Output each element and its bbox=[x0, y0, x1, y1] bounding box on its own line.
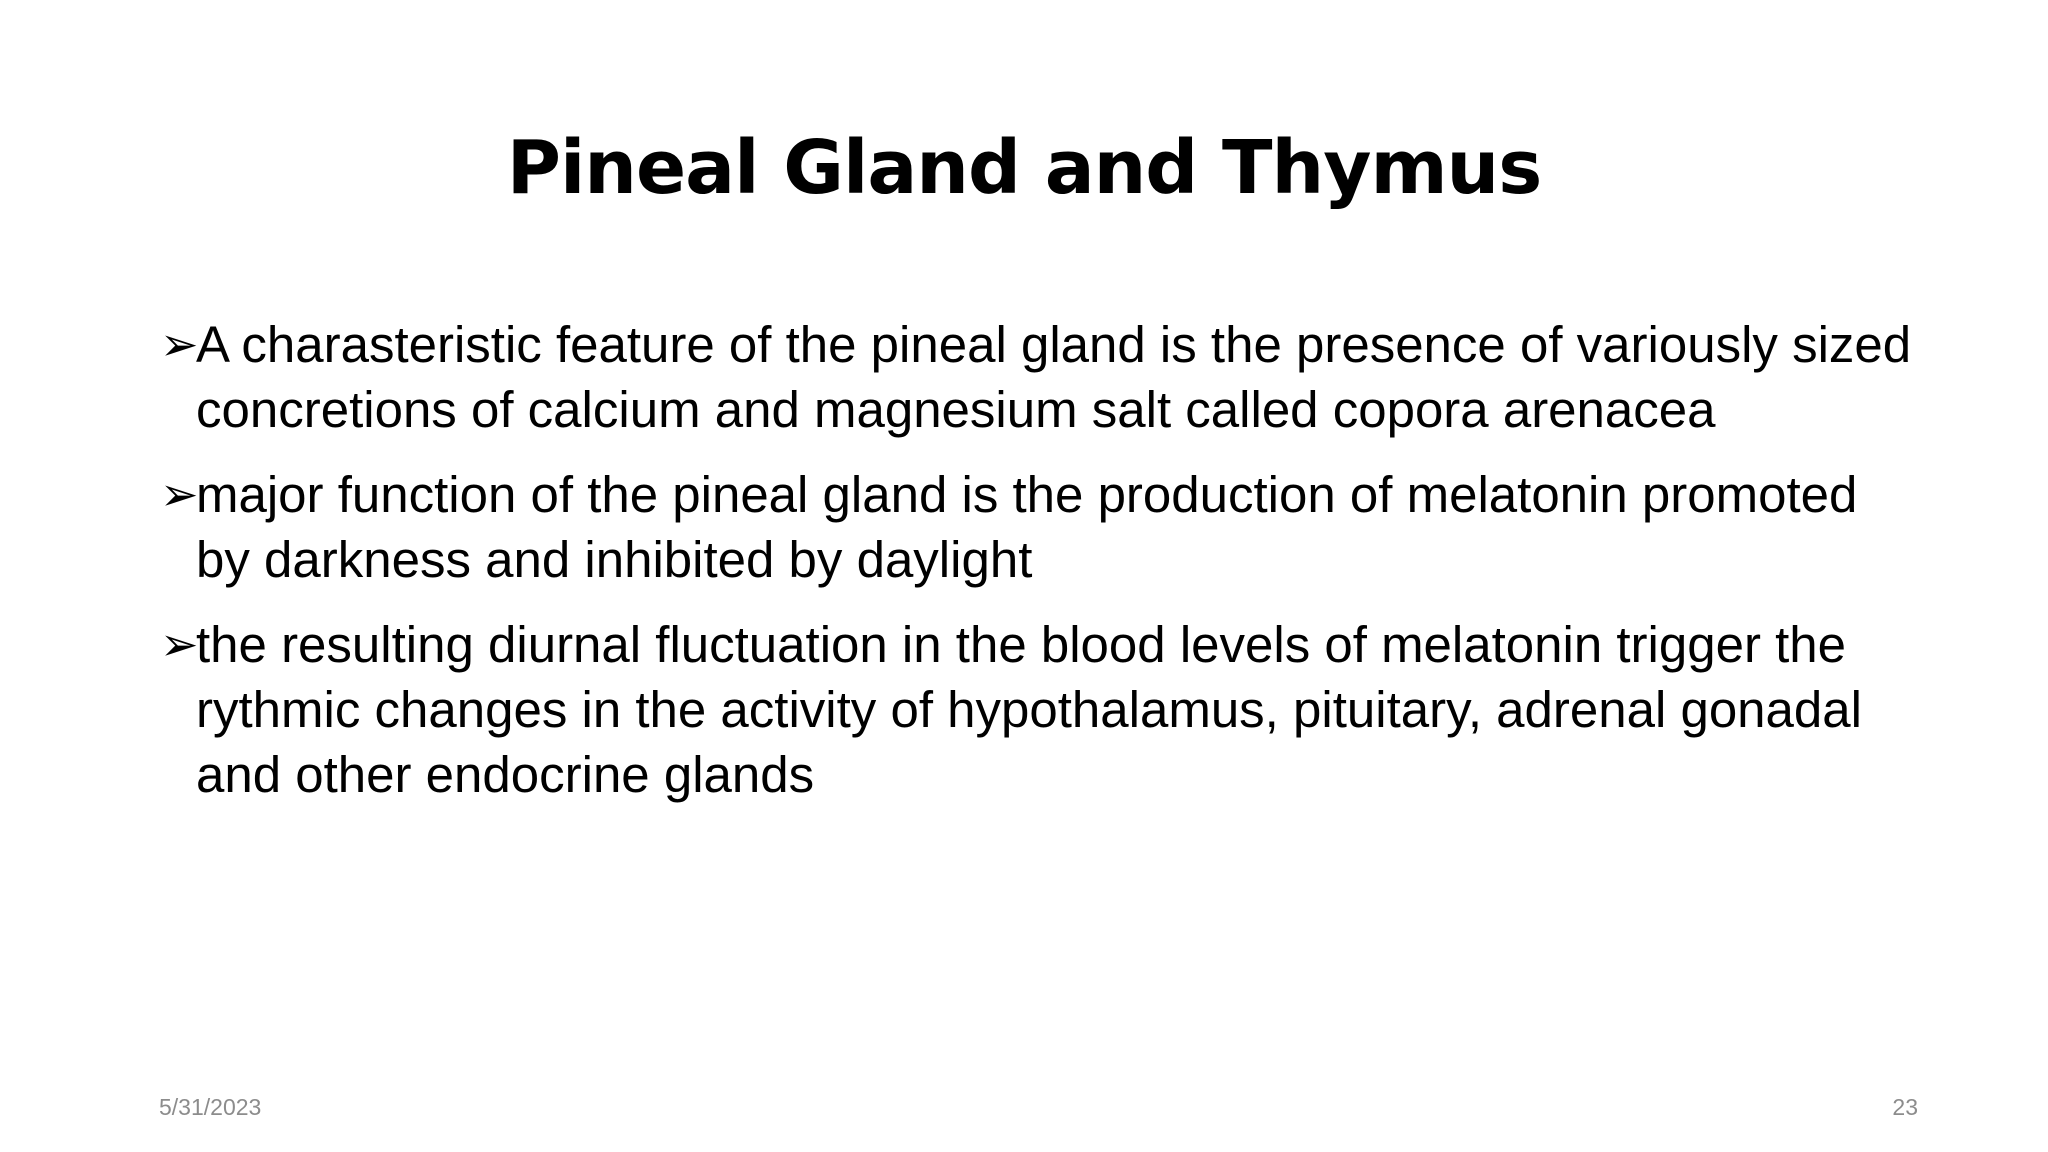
bullet-text: A charasteristic feature of the pineal gland is the presence of variously sized concretions of calcium and magnesium salt called copora arenacea bbox=[196, 316, 1912, 438]
arrow-bullet-icon: ➢ bbox=[160, 317, 199, 371]
footer-page-number: 23 bbox=[1892, 1094, 1918, 1120]
bullet-text: the resulting diurnal fluctuation in the blood levels of melatonin trigger the rythmic changes in the activity of hypothalamus, pituitary, adrenal gonadal and other endocrine glands bbox=[196, 616, 1862, 803]
footer-date: 5/31/2023 bbox=[159, 1094, 262, 1120]
bullet-list bbox=[160, 312, 1920, 827]
bullet-text: major function of the pineal gland is the production of melatonin promoted by darkness and inhibited by daylight bbox=[196, 466, 1858, 588]
bullet-item bbox=[160, 462, 1920, 592]
arrow-bullet-icon: ➢ bbox=[160, 617, 199, 671]
slide-title: Pineal Gland and Thymus bbox=[506, 125, 1542, 211]
arrow-bullet-icon: ➢ bbox=[160, 467, 199, 521]
bullet-item bbox=[160, 612, 1920, 807]
bullet-item bbox=[160, 312, 1920, 442]
